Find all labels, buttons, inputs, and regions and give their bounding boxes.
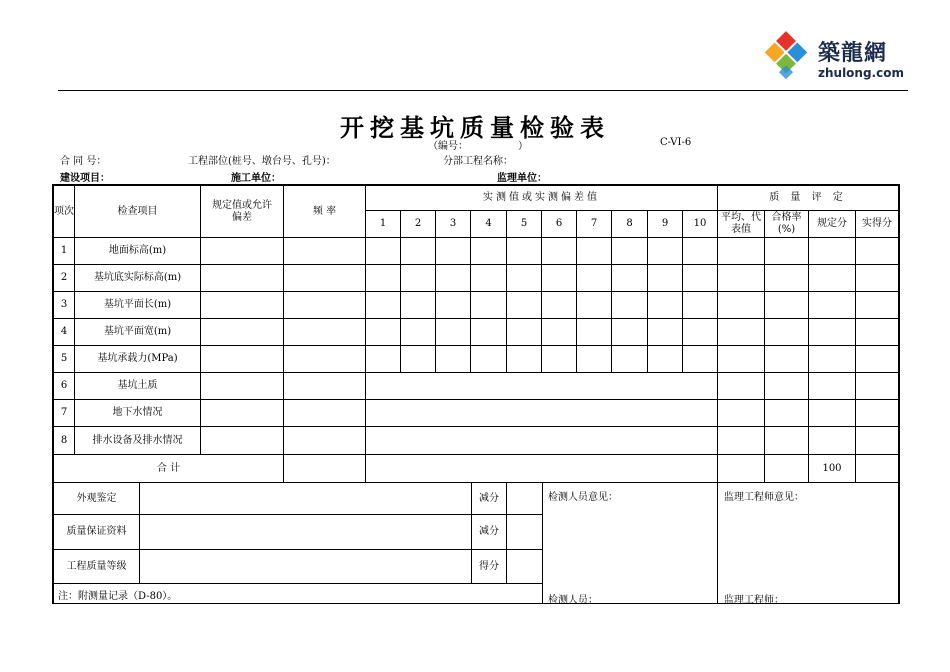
score-label: 得分 <box>479 560 499 572</box>
row-number: 3 <box>60 299 68 310</box>
total-label: 合 计 <box>156 462 181 474</box>
quality-docs-label: 质量保证资料 <box>66 526 127 537</box>
header-avg: 平均、代表值 <box>721 212 761 235</box>
header-measured: 实测值或实测偏差值 <box>483 192 600 203</box>
deduct-label-2: 减分 <box>479 526 499 537</box>
header-divider <box>58 90 908 91</box>
row-number: 2 <box>60 272 68 283</box>
logo-url: zhulong.com <box>818 66 904 80</box>
measure-col-header: 8 <box>626 218 633 229</box>
page-title: 开挖基坑质量检验表 <box>340 113 610 142</box>
header-quality: 质 量 评 定 <box>769 192 847 203</box>
header-spec-score: 规定分 <box>817 218 847 229</box>
header-spec: 规定值或允许偏差 <box>212 199 272 223</box>
row-check-item: 基坑底实际标高(m) <box>93 272 182 283</box>
zhulong-logo-icon <box>758 30 814 86</box>
header-frequency: 频 率 <box>312 205 337 217</box>
row-check-item: 基坑土质 <box>117 380 158 391</box>
supervisor-label: 监理单位： <box>497 173 547 184</box>
measure-col-header: 6 <box>555 218 563 229</box>
serial-label: （编号： <box>428 141 468 152</box>
deduct-label-1: 减分 <box>479 492 499 504</box>
project-label: 建设项目： <box>60 173 110 184</box>
engineer-opinion-label: 监理工程师意见： <box>724 492 804 503</box>
contractor-label: 施工单位： <box>231 173 281 184</box>
grade-label: 工程质量等级 <box>66 560 127 572</box>
measure-col-header: 10 <box>693 218 707 229</box>
contract-no-label: 合 同 号： <box>60 156 107 167</box>
total-spec-score: 100 <box>822 462 842 474</box>
row-check-item: 地下水情况 <box>112 407 163 418</box>
measure-col-header: 4 <box>485 218 492 229</box>
row-check-item: 排水设备及排水情况 <box>92 434 183 446</box>
measure-col-header: 5 <box>520 218 528 229</box>
inspector-label: 检测人员： <box>548 595 598 606</box>
measure-col-header: 1 <box>379 218 387 229</box>
measure-col-header: 2 <box>414 218 422 229</box>
row-number: 5 <box>60 353 68 364</box>
logo-brand: 築龍網 <box>818 41 888 66</box>
engineer-label: 监理工程师： <box>724 595 784 606</box>
sub-project-label: 分部工程名称： <box>443 156 513 167</box>
row-check-item: 基坑平面宽(m) <box>103 326 172 337</box>
serial-close: ） <box>518 141 528 152</box>
row-check-item: 基坑承载力(MPa) <box>97 353 178 364</box>
row-check-item: 基坑平面长(m) <box>103 299 172 310</box>
measure-col-header: 7 <box>590 218 598 229</box>
row-check-item: 地面标高(m) <box>108 245 167 256</box>
header-pass-rate: 合格率(%) <box>771 212 802 235</box>
row-number: 1 <box>60 245 68 256</box>
inspector-opinion-label: 检测人员意见： <box>548 492 618 503</box>
row-number: 7 <box>60 407 68 418</box>
note: 注：附测量记录（D-80）。 <box>58 591 178 602</box>
location-label: 工程部位(桩号、墩台号、孔号)： <box>188 156 336 167</box>
row-number: 8 <box>60 434 68 446</box>
appearance-label: 外观鉴定 <box>76 492 117 504</box>
form-code: C-VI-6 <box>660 137 692 148</box>
row-number: 6 <box>60 380 68 391</box>
header-item-no: 项次 <box>54 205 74 217</box>
measure-col-header: 3 <box>449 218 457 229</box>
header-check-item: 检查项目 <box>117 205 158 217</box>
row-number: 4 <box>60 326 68 337</box>
measure-col-header: 9 <box>661 218 669 229</box>
header-actual-score: 实得分 <box>862 218 892 229</box>
